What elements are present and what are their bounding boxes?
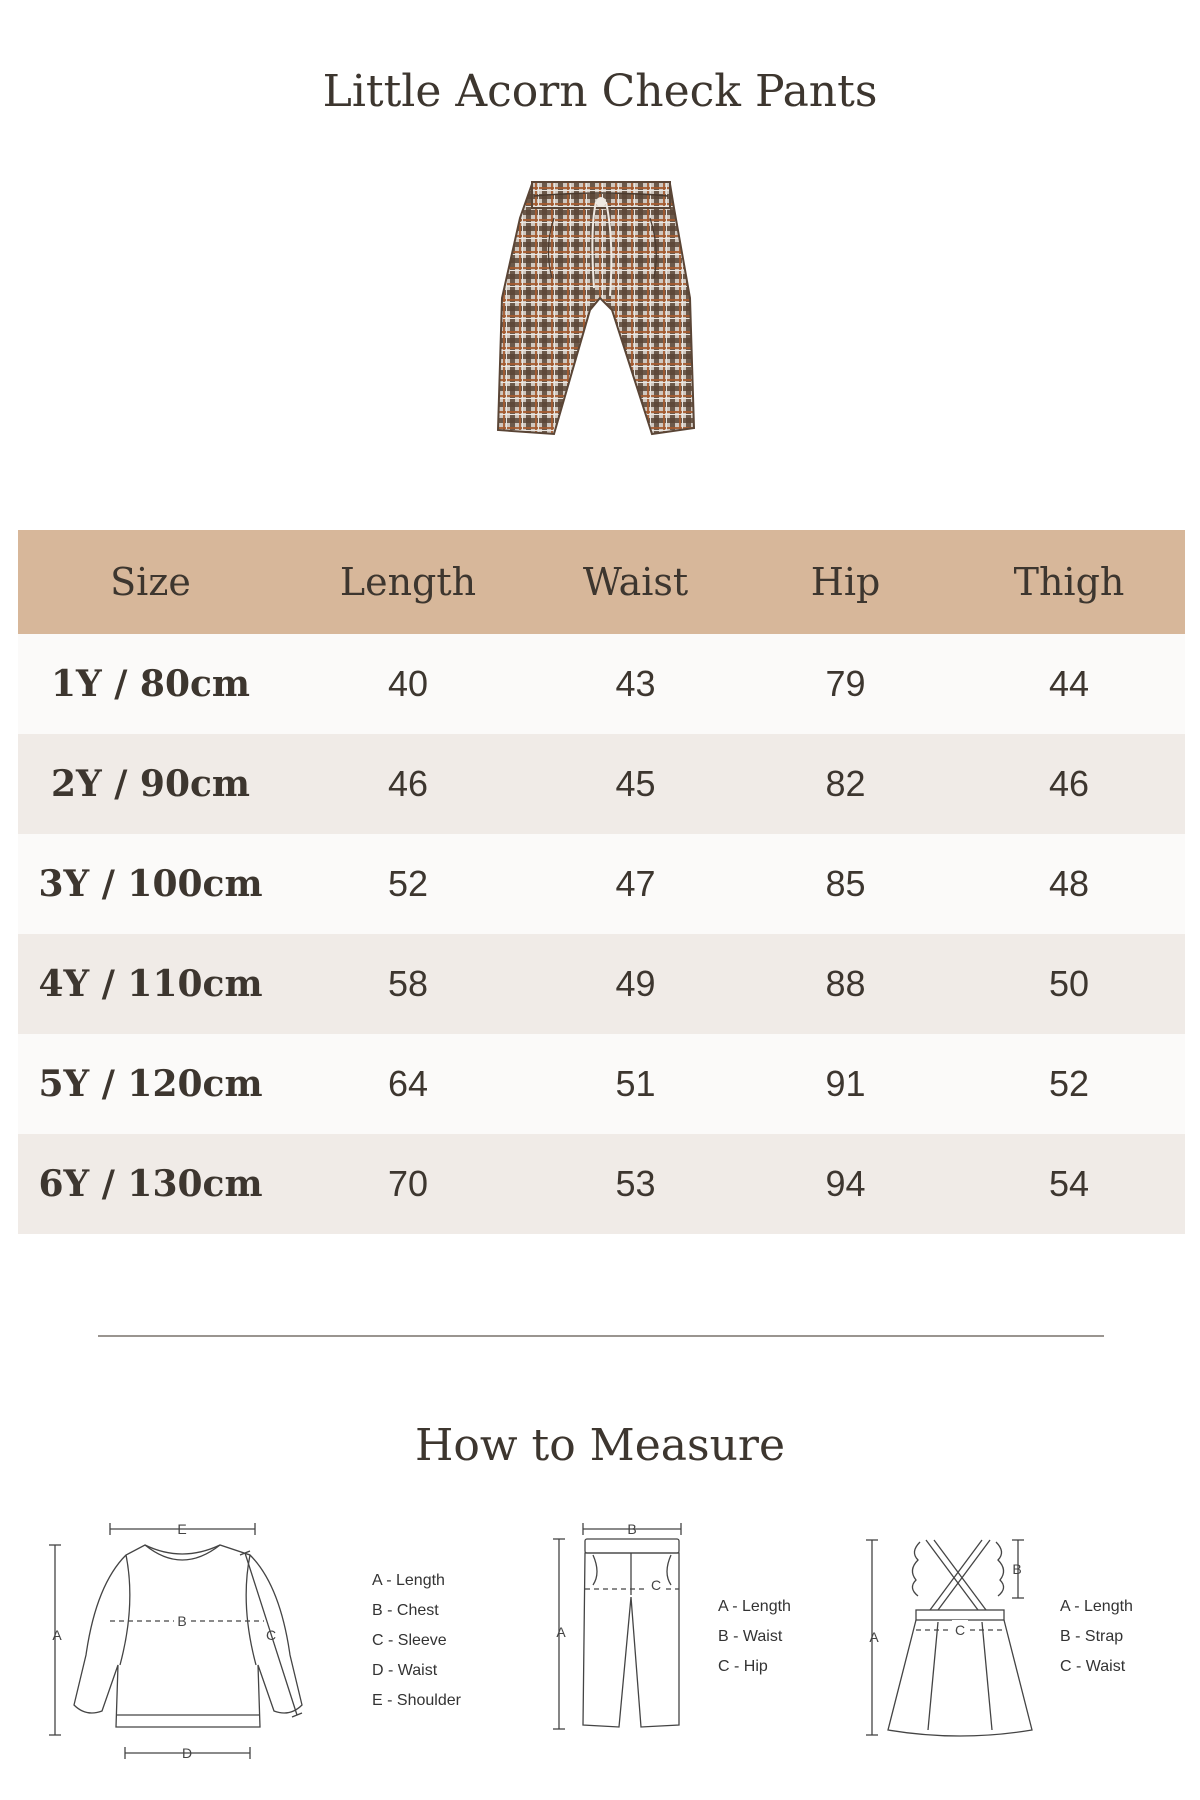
hip-cell: 85 (825, 863, 866, 904)
label-b: B (627, 1521, 637, 1537)
waist-cell: 43 (615, 663, 656, 704)
skirt-legend (1060, 1592, 1133, 1682)
header-hip: Hip (810, 560, 881, 604)
suspender-skirt-diagram (858, 1530, 1038, 1745)
thigh-cell: 44 (1048, 663, 1090, 704)
size-chart-table (18, 530, 1185, 1234)
size-cell: 6Y / 130cm (38, 1163, 263, 1205)
pants-diagram (545, 1515, 705, 1740)
table-row (18, 734, 1185, 834)
label-d: D (181, 1745, 193, 1761)
size-cell: 5Y / 120cm (38, 1063, 263, 1105)
thigh-cell: 54 (1048, 1163, 1090, 1204)
hip-cell: 91 (825, 1063, 866, 1104)
label-c: C (650, 1577, 662, 1593)
thigh-cell: 46 (1048, 763, 1090, 804)
section-divider (98, 1335, 1104, 1337)
thigh-cell: 50 (1048, 963, 1090, 1004)
waist-cell: 47 (615, 863, 656, 904)
sweater-legend (372, 1566, 461, 1716)
pants-legend (718, 1592, 791, 1682)
label-a: A (556, 1624, 566, 1640)
legend-item: C - Waist (1060, 1658, 1126, 1675)
label-c: C (265, 1627, 277, 1643)
legend-item: B - Chest (372, 1602, 439, 1619)
length-cell: 58 (387, 963, 429, 1004)
plaid-pants-image (494, 178, 708, 438)
size-cell: 2Y / 90cm (50, 763, 251, 805)
measure-title: How to Measure (415, 1420, 785, 1471)
label-b: B (1012, 1561, 1022, 1577)
table-row (18, 1034, 1185, 1134)
waist-cell: 51 (615, 1063, 656, 1104)
legend-item: A - Length (718, 1598, 791, 1615)
sweater-diagram (40, 1515, 340, 1775)
header-size: Size (110, 560, 191, 604)
header-waist: Waist (582, 560, 689, 604)
table-header-row (18, 530, 1185, 634)
hip-cell: 82 (825, 763, 866, 804)
header-length: Length (339, 560, 477, 604)
size-cell: 3Y / 100cm (38, 863, 263, 905)
label-a: A (52, 1627, 62, 1643)
legend-item: C - Sleeve (372, 1632, 447, 1649)
size-cell: 1Y / 80cm (50, 663, 251, 705)
table-row (18, 1134, 1185, 1234)
length-cell: 46 (387, 763, 429, 804)
length-cell: 70 (387, 1163, 429, 1204)
table-row (18, 934, 1185, 1034)
legend-item: C - Hip (718, 1658, 768, 1675)
legend-item: A - Length (1060, 1598, 1133, 1615)
legend-item: E - Shoulder (372, 1692, 461, 1709)
length-cell: 40 (387, 663, 429, 704)
legend-item: A - Length (372, 1572, 445, 1589)
thigh-cell: 52 (1048, 1063, 1090, 1104)
table-row (18, 834, 1185, 934)
legend-item: B - Waist (718, 1628, 783, 1645)
hip-cell: 79 (825, 663, 866, 704)
label-e: E (177, 1521, 187, 1537)
size-cell: 4Y / 110cm (38, 963, 263, 1005)
hip-cell: 88 (825, 963, 866, 1004)
legend-item: D - Waist (372, 1662, 438, 1679)
length-cell: 52 (387, 863, 429, 904)
legend-item: B - Strap (1060, 1628, 1124, 1645)
thigh-cell: 48 (1048, 863, 1090, 904)
page-title: Little Acorn Check Pants (322, 66, 878, 117)
waist-cell: 53 (615, 1163, 656, 1204)
table-row (18, 634, 1185, 734)
label-b: B (177, 1613, 187, 1629)
hip-cell: 94 (825, 1163, 866, 1204)
waist-cell: 45 (615, 763, 656, 804)
label-c: C (954, 1622, 966, 1638)
label-a: A (869, 1629, 879, 1645)
length-cell: 64 (387, 1063, 429, 1104)
header-thigh: Thigh (1013, 560, 1125, 604)
waist-cell: 49 (615, 963, 656, 1004)
